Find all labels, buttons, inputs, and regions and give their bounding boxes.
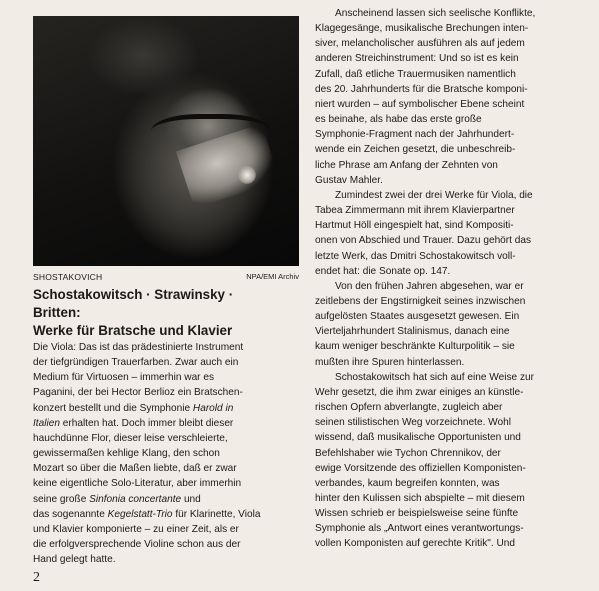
text-run: konzert bestellt und die Symphonie — [33, 402, 193, 414]
text-line — [33, 507, 305, 522]
text-line: Medium für Virtuosen – immerhin war es — [33, 372, 215, 384]
text-line: Tabea Zimmermann mit ihrem Klavierpartner — [315, 205, 515, 217]
text-line: gewissermaßen kehlige Klang, den schon — [33, 448, 220, 460]
paragraph — [315, 6, 585, 188]
text-line: Schostakowitsch hat sich auf eine Weise zur — [335, 371, 534, 383]
text-line: letzte Werk, das Dmitri Schostakowitsch voll- — [315, 250, 516, 262]
text-line: Klagegesänge, musikalische Brechungen inten- — [315, 23, 529, 35]
italic-title: Italien — [33, 417, 60, 429]
paragraph — [315, 279, 585, 370]
heading-line-3: Werke für Bratsche und Klavier — [33, 323, 233, 338]
photo-caption — [33, 270, 299, 284]
article-heading — [33, 286, 303, 340]
text-line: die erfolgversprechende Violine schon aus der — [33, 539, 241, 551]
text-line: niert wurden – auf symbolischer Ebene scheint — [315, 98, 525, 110]
italic-title: Kegelstatt-Trio — [107, 508, 173, 520]
text-run: und — [181, 493, 201, 505]
text-line: liche Phrase am Anfang der Zehnten von — [315, 159, 498, 171]
text-line: Vierteljahrhundert Stalinismus, danach eine — [315, 326, 510, 338]
text-line: Hartmut Höll eingespielt hat, sind Kompositi- — [315, 220, 514, 232]
text-line: kaum weniger beschränkte Kulturpolitik – sie — [315, 341, 515, 353]
shostakovich-photo — [33, 16, 299, 266]
text-line: Symphonie als „Antwort eines verantwortungs- — [315, 523, 524, 535]
paragraph — [315, 370, 585, 552]
text-line — [33, 401, 305, 416]
text-line: hauchdünne Flor, dieser leise verschleierte, — [33, 432, 228, 444]
text-line: siver, melancholischer ausführen als auf jedem — [315, 38, 525, 50]
text-line: Von den frühen Jahren abgesehen, war er — [335, 280, 524, 292]
text-run: für Klarinette, Viola — [172, 508, 261, 520]
text-run: erhalten hat. Doch immer bleibt dieser — [59, 417, 234, 429]
heading-line-1: Schostakowitsch · Strawinsky · — [33, 287, 234, 302]
text-line: Wissen schrieb er beispielsweise seine fünfte — [315, 508, 519, 520]
page-number: 2 — [33, 570, 40, 585]
text-run: das sogenannte — [33, 508, 108, 520]
text-line: Mozart so über die Maßen liebte, daß er zwar — [33, 463, 237, 475]
text-line: Anscheinend lassen sich seelische Konflikte, — [335, 8, 536, 19]
text-line: wende ein Zeichen gesetzt, die unbeschreib- — [315, 144, 516, 156]
text-line: und Klavier komponierte – zu einer Zeit, als er — [33, 523, 239, 535]
caption-name: SHOSTAKOVICH — [33, 272, 103, 282]
text-line: des 20. Jahrhunderts für die Bratsche komponi- — [315, 83, 528, 95]
text-line: es beinahe, als habe das erste große — [315, 114, 482, 126]
left-column-text — [33, 340, 305, 567]
text-line: rischen Opfern abverlangte, zugleich aber — [315, 402, 503, 414]
text-line: seinen stilistischen Weg vorzeichnete. Wohl — [315, 417, 511, 429]
text-line: der tiefgründigen Trauerfarben. Zwar auch ein — [33, 357, 239, 369]
right-column-text — [315, 6, 585, 552]
italic-title: Harold in — [192, 402, 234, 414]
text-line: hinter den Kulissen sich abspielte – mit diesem — [315, 493, 525, 504]
text-line: Gustav Mahler. — [315, 174, 383, 186]
text-line: mußten ihre Spuren hinterlassen. — [315, 356, 465, 368]
text-line: Symphonie-Fragment nach der Jahrhundert- — [315, 129, 515, 141]
text-line: verbandes, kaum begreifen konnten, was — [315, 477, 500, 489]
text-line: keine eigentliche Solo-Literatur, aber immerhin — [33, 478, 242, 490]
text-line: Zufall, daß etliche Trauermusiken namentlich — [315, 68, 516, 80]
text-line: wissend, daß musikalische Opportunisten und — [315, 432, 521, 444]
text-line: Hand gelegt hatte. — [33, 554, 116, 566]
caption-credit: NPA/EMI Archiv — [246, 272, 299, 281]
text-line: endet hat: die Sonate op. 147. — [315, 265, 451, 277]
text-line: Zumindest zwei der drei Werke für Viola, die — [335, 189, 533, 201]
heading-line-2: Britten: — [33, 305, 81, 320]
ring-glint — [238, 166, 256, 184]
text-line — [33, 492, 305, 507]
text-line: onen von Abschied und Trauer. Dazu gehört das — [315, 235, 532, 247]
italic-title: Sinfonia concertante — [89, 493, 182, 505]
text-line: zeitlebens der Engstirnigkeit seines inzwischen — [315, 295, 526, 307]
text-line: ewige Vorsitzende des offiziellen Komponisten- — [315, 462, 526, 474]
text-run: seine große — [33, 493, 90, 505]
text-line: vollen Komponisten auf gerechte Kritik". Und — [315, 538, 515, 550]
paragraph — [315, 188, 585, 279]
text-line: Paganini, der bei Hector Berlioz ein Bratschen- — [33, 387, 243, 399]
text-line: Befehlshaber wie Tychon Chrennikov, der — [315, 447, 501, 459]
text-line: aufgelösten Staates ausgesetzt gewesen. Ein — [315, 311, 520, 323]
text-line — [33, 416, 305, 431]
text-line: anderen Streichinstrument: Und so ist es kein — [315, 53, 519, 65]
text-line: Wehr gesetzt, die ihm zwar einiges an künstle- — [315, 386, 524, 398]
text-line: Die Viola: Das ist das prädestinierte Instrument — [33, 342, 244, 353]
